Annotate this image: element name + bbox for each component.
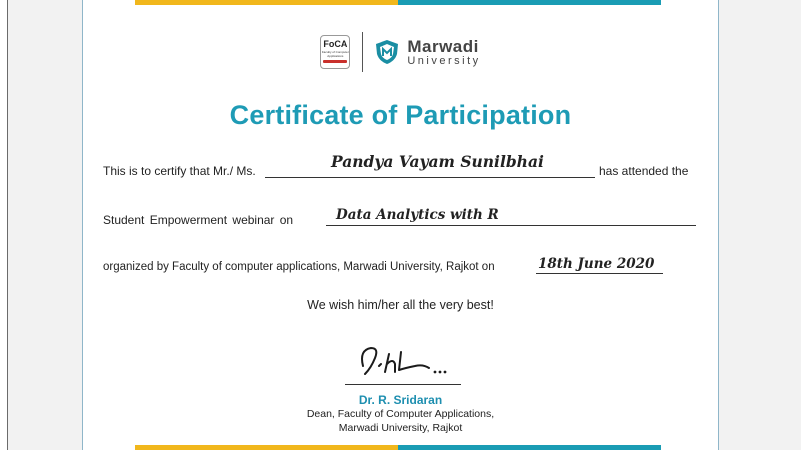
logo-header — [83, 32, 718, 72]
wish-text: We wish him/her all the very best! — [307, 298, 494, 312]
certify-prefix: This is to certify that Mr./ Ms. — [103, 164, 256, 178]
top-color-stripe — [135, 0, 661, 5]
signatory-role-line2: Marwadi University, Rajkot — [338, 422, 463, 434]
logo-divider — [362, 32, 363, 72]
university-label: University — [407, 54, 481, 67]
foca-full-name: Faculty of Computer Applications — [321, 50, 349, 58]
bottom-color-stripe — [135, 445, 661, 450]
participant-name: Pandya Vayam Sunilbhai — [265, 151, 595, 178]
organizer-text: organized by Faculty of computer applications, Marwadi University, Rajkot on — [103, 261, 495, 273]
foca-abbr: FoCA — [323, 39, 348, 49]
signatory-name: Dr. R. Sridaran — [358, 393, 443, 407]
viewer-left-edge — [0, 0, 8, 450]
certify-suffix: has attended the — [599, 164, 689, 178]
signature-image — [345, 340, 465, 382]
webinar-prefix: Student Empowerment webinar on — [103, 213, 294, 227]
marwadi-wordmark — [407, 38, 480, 67]
signatory-role-line1: Dean, Faculty of Computer Applications, — [306, 408, 495, 420]
university-name: Marwadi — [407, 36, 479, 56]
certificate — [82, 0, 719, 450]
foca-logo — [320, 35, 350, 69]
signature-line — [345, 384, 461, 385]
event-date: 18th June 2020 — [536, 256, 663, 274]
certificate-title: Certificate of Participation — [229, 100, 572, 130]
signatory-block — [83, 393, 718, 435]
marwadi-shield-icon — [375, 39, 399, 65]
webinar-topic: Data Analytics with R — [326, 207, 696, 226]
